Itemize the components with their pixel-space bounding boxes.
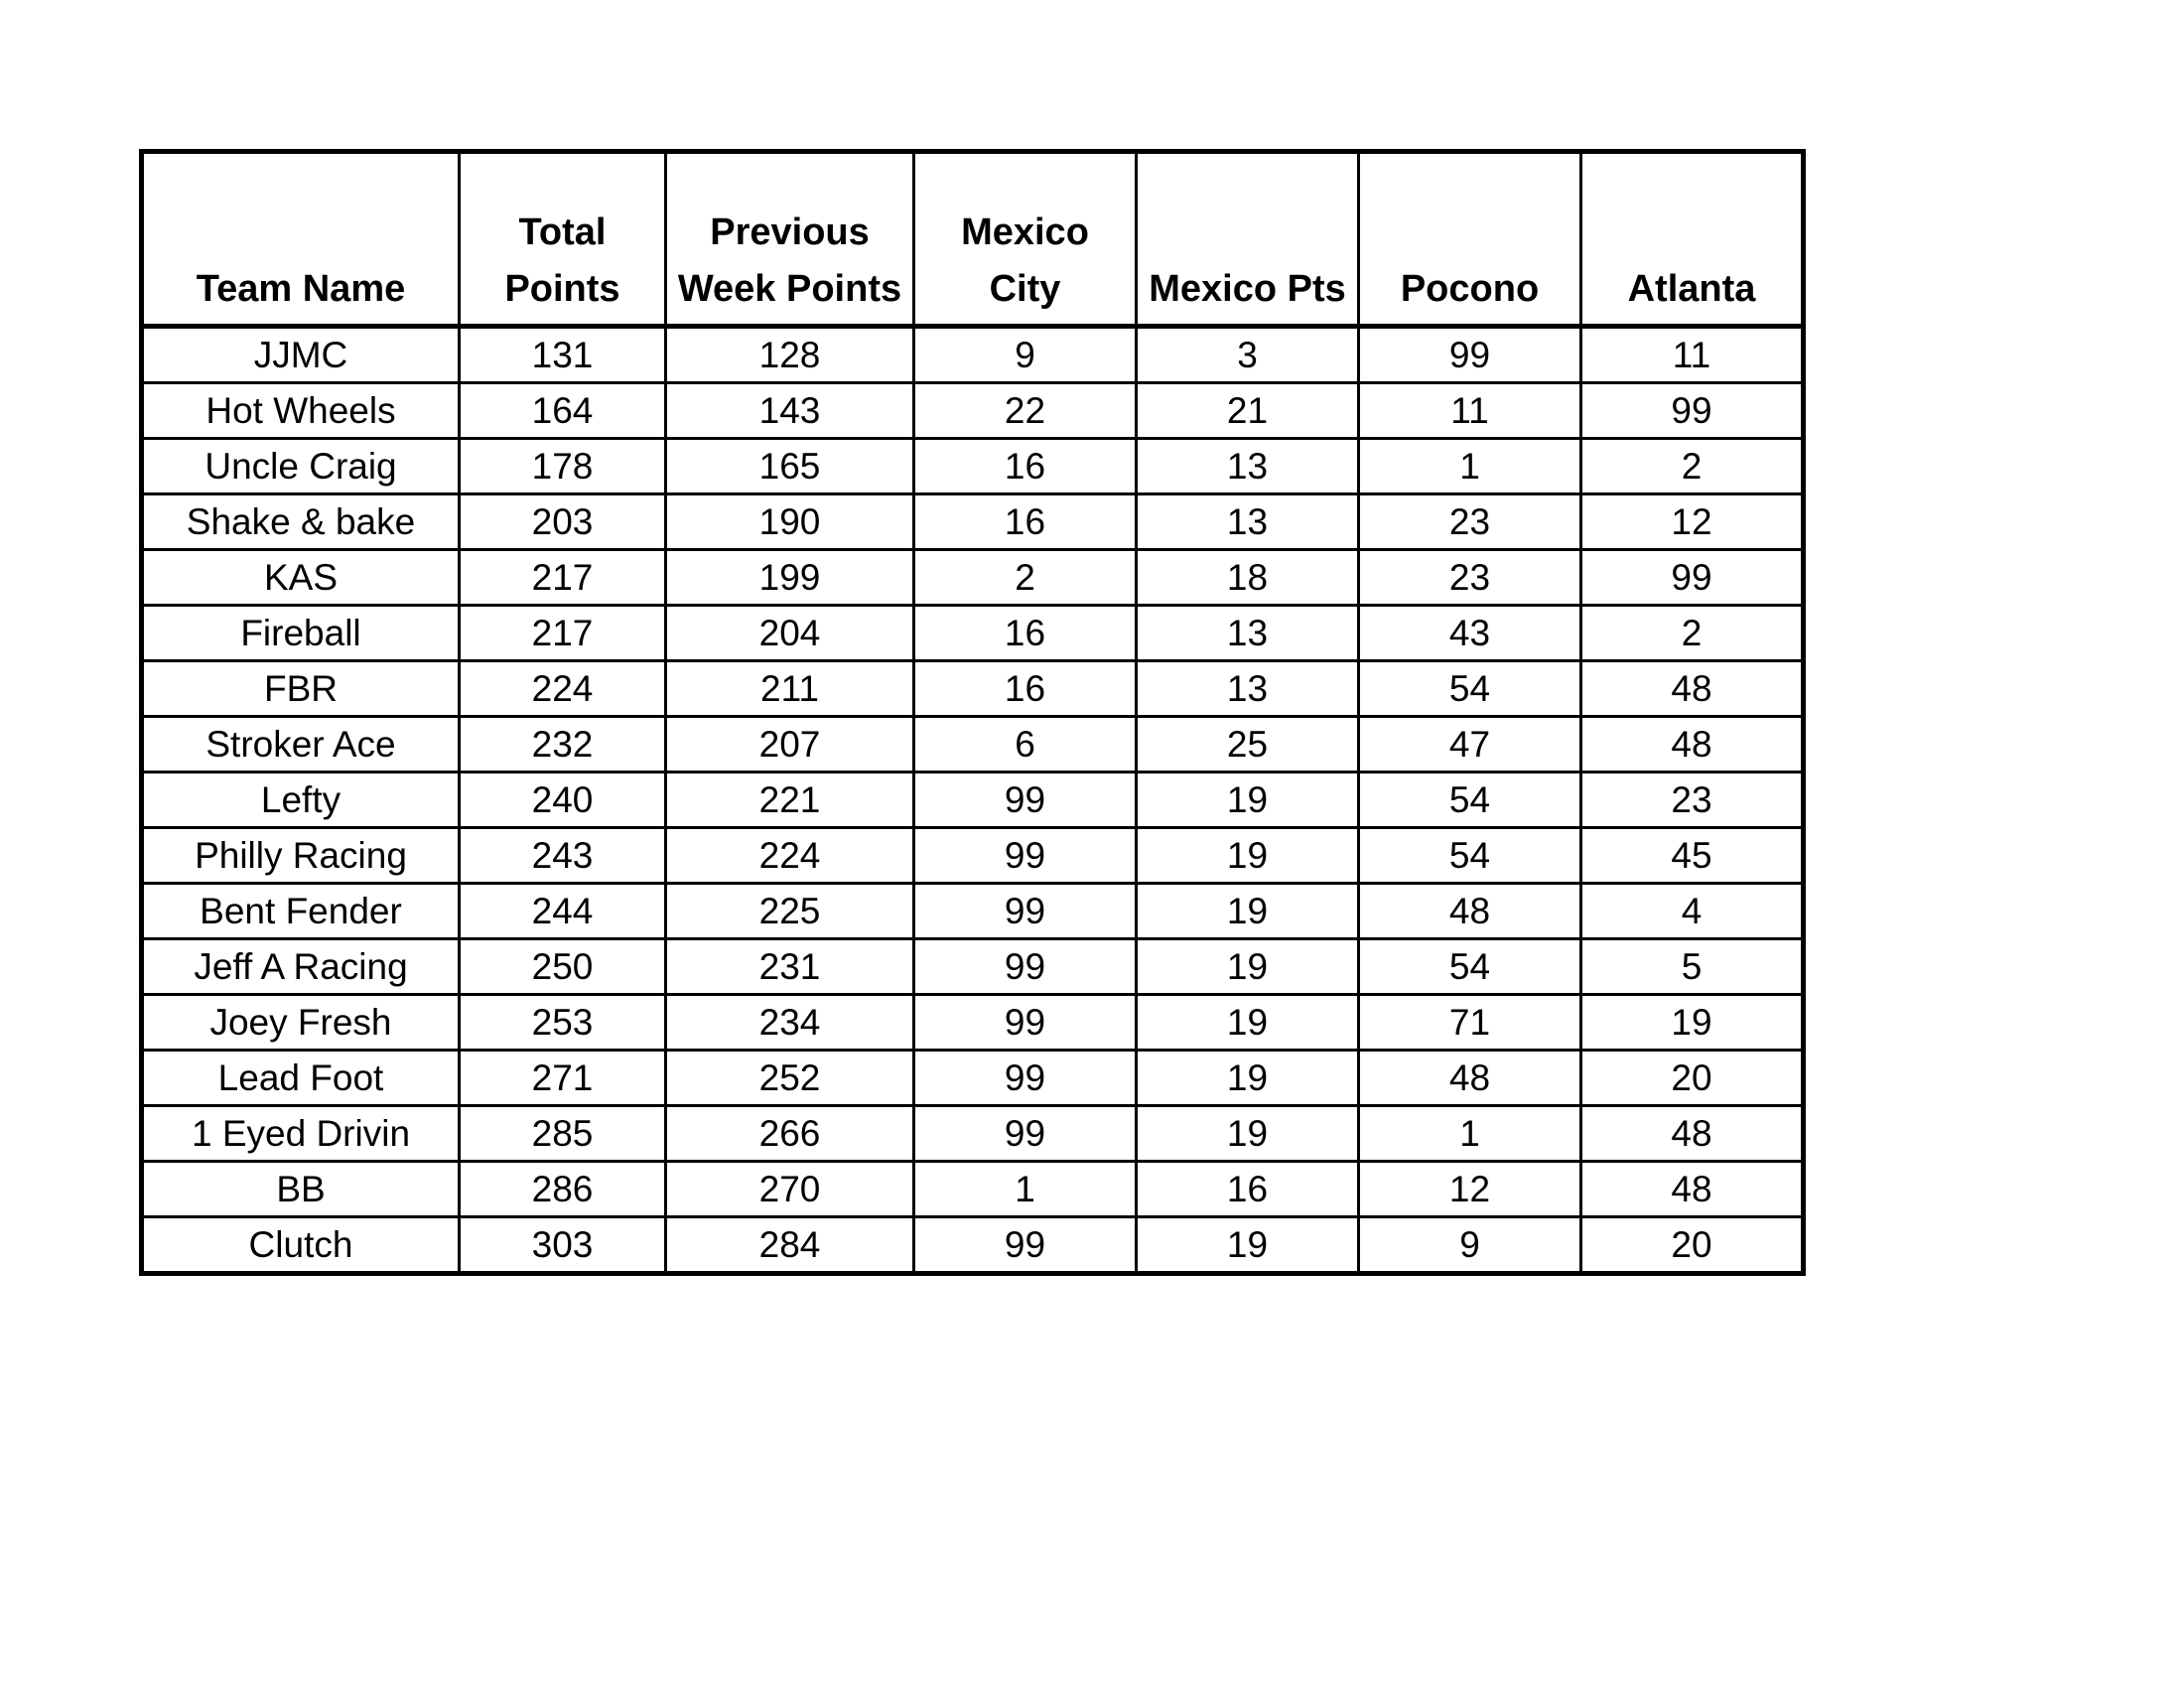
previous-week-points-cell: 284 bbox=[666, 1217, 914, 1274]
pocono-cell: 71 bbox=[1359, 995, 1581, 1051]
table-row bbox=[142, 1106, 1804, 1162]
previous-week-points-cell: 234 bbox=[666, 995, 914, 1051]
previous-week-points-cell: 266 bbox=[666, 1106, 914, 1162]
team-name-cell: Uncle Craig bbox=[142, 439, 460, 494]
total-points-cell: 203 bbox=[460, 494, 666, 550]
atlanta-cell: 23 bbox=[1581, 773, 1804, 828]
atlanta-cell: 11 bbox=[1581, 327, 1804, 383]
team-name-cell: Jeff A Racing bbox=[142, 939, 460, 995]
table-row bbox=[142, 828, 1804, 884]
table-row bbox=[142, 1051, 1804, 1106]
team-name-cell: Philly Racing bbox=[142, 828, 460, 884]
team-name-cell: Fireball bbox=[142, 606, 460, 661]
table-row bbox=[142, 773, 1804, 828]
pocono-cell: 12 bbox=[1359, 1162, 1581, 1217]
mexico-pts-cell: 19 bbox=[1137, 1051, 1359, 1106]
mexico-pts-cell: 13 bbox=[1137, 661, 1359, 717]
pocono-cell: 1 bbox=[1359, 439, 1581, 494]
table-row bbox=[142, 995, 1804, 1051]
pocono-cell: 23 bbox=[1359, 494, 1581, 550]
pocono-cell: 9 bbox=[1359, 1217, 1581, 1274]
previous-week-points-cell: 211 bbox=[666, 661, 914, 717]
column-header-line: Total bbox=[518, 211, 607, 253]
pocono-cell: 11 bbox=[1359, 383, 1581, 439]
total-points-cell: 131 bbox=[460, 327, 666, 383]
previous-week-points-cell: 199 bbox=[666, 550, 914, 606]
column-header-line: Mexico Pts bbox=[1149, 268, 1346, 310]
mexico-pts-cell: 19 bbox=[1137, 884, 1359, 939]
total-points-cell: 232 bbox=[460, 717, 666, 773]
atlanta-cell: 5 bbox=[1581, 939, 1804, 995]
column-header-line: City bbox=[989, 268, 1061, 310]
pocono-cell: 47 bbox=[1359, 717, 1581, 773]
team-name-cell: KAS bbox=[142, 550, 460, 606]
pocono-cell: 1 bbox=[1359, 1106, 1581, 1162]
team-name-cell: BB bbox=[142, 1162, 460, 1217]
total-points-cell: 240 bbox=[460, 773, 666, 828]
atlanta-cell: 2 bbox=[1581, 606, 1804, 661]
mexico-city-cell: 99 bbox=[914, 884, 1137, 939]
column-header-line bbox=[1582, 205, 1801, 261]
atlanta-cell: 4 bbox=[1581, 884, 1804, 939]
pocono-cell: 54 bbox=[1359, 661, 1581, 717]
column-header-line: Week Points bbox=[677, 268, 902, 310]
team-name-cell: Lead Foot bbox=[142, 1051, 460, 1106]
col-header-mexico-city bbox=[914, 152, 1137, 327]
mexico-city-cell: 16 bbox=[914, 606, 1137, 661]
mexico-pts-cell: 25 bbox=[1137, 717, 1359, 773]
mexico-pts-cell: 13 bbox=[1137, 494, 1359, 550]
atlanta-cell: 48 bbox=[1581, 1106, 1804, 1162]
table-row bbox=[142, 550, 1804, 606]
column-header-line: Points bbox=[504, 268, 620, 310]
team-name-cell: Hot Wheels bbox=[142, 383, 460, 439]
mexico-city-cell: 16 bbox=[914, 494, 1137, 550]
mexico-city-cell: 99 bbox=[914, 1051, 1137, 1106]
total-points-cell: 285 bbox=[460, 1106, 666, 1162]
total-points-cell: 217 bbox=[460, 606, 666, 661]
atlanta-cell: 99 bbox=[1581, 383, 1804, 439]
mexico-city-cell: 99 bbox=[914, 1106, 1137, 1162]
table-row bbox=[142, 494, 1804, 550]
table-row bbox=[142, 439, 1804, 494]
column-header-line: Atlanta bbox=[1627, 268, 1756, 310]
team-name-cell: FBR bbox=[142, 661, 460, 717]
mexico-city-cell: 99 bbox=[914, 995, 1137, 1051]
total-points-cell: 244 bbox=[460, 884, 666, 939]
total-points-cell: 253 bbox=[460, 995, 666, 1051]
column-header-line bbox=[1138, 205, 1357, 261]
table-row bbox=[142, 884, 1804, 939]
previous-week-points-cell: 270 bbox=[666, 1162, 914, 1217]
total-points-cell: 224 bbox=[460, 661, 666, 717]
previous-week-points-cell: 225 bbox=[666, 884, 914, 939]
mexico-pts-cell: 19 bbox=[1137, 939, 1359, 995]
col-header-total-points bbox=[460, 152, 666, 327]
column-header-line: Pocono bbox=[1400, 268, 1540, 310]
previous-week-points-cell: 165 bbox=[666, 439, 914, 494]
previous-week-points-cell: 221 bbox=[666, 773, 914, 828]
mexico-pts-cell: 13 bbox=[1137, 606, 1359, 661]
pocono-cell: 43 bbox=[1359, 606, 1581, 661]
mexico-city-cell: 99 bbox=[914, 939, 1137, 995]
atlanta-cell: 48 bbox=[1581, 661, 1804, 717]
total-points-cell: 303 bbox=[460, 1217, 666, 1274]
table-row bbox=[142, 383, 1804, 439]
previous-week-points-cell: 224 bbox=[666, 828, 914, 884]
mexico-pts-cell: 16 bbox=[1137, 1162, 1359, 1217]
team-name-cell: Stroker Ace bbox=[142, 717, 460, 773]
mexico-pts-cell: 19 bbox=[1137, 995, 1359, 1051]
mexico-city-cell: 2 bbox=[914, 550, 1137, 606]
table-row bbox=[142, 717, 1804, 773]
atlanta-cell: 12 bbox=[1581, 494, 1804, 550]
col-header-mexico-pts bbox=[1137, 152, 1359, 327]
previous-week-points-cell: 128 bbox=[666, 327, 914, 383]
previous-week-points-cell: 207 bbox=[666, 717, 914, 773]
total-points-cell: 243 bbox=[460, 828, 666, 884]
table-header bbox=[142, 152, 1804, 327]
previous-week-points-cell: 252 bbox=[666, 1051, 914, 1106]
previous-week-points-cell: 204 bbox=[666, 606, 914, 661]
total-points-cell: 250 bbox=[460, 939, 666, 995]
pocono-cell: 54 bbox=[1359, 939, 1581, 995]
mexico-city-cell: 16 bbox=[914, 439, 1137, 494]
team-name-cell: Lefty bbox=[142, 773, 460, 828]
team-name-cell: Shake & bake bbox=[142, 494, 460, 550]
pocono-cell: 54 bbox=[1359, 828, 1581, 884]
previous-week-points-cell: 231 bbox=[666, 939, 914, 995]
atlanta-cell: 20 bbox=[1581, 1051, 1804, 1106]
table-row bbox=[142, 939, 1804, 995]
mexico-pts-cell: 19 bbox=[1137, 773, 1359, 828]
col-header-pocono bbox=[1359, 152, 1581, 327]
pocono-cell: 54 bbox=[1359, 773, 1581, 828]
mexico-city-cell: 22 bbox=[914, 383, 1137, 439]
table-body bbox=[142, 327, 1804, 1274]
mexico-pts-cell: 18 bbox=[1137, 550, 1359, 606]
mexico-pts-cell: 21 bbox=[1137, 383, 1359, 439]
team-name-cell: 1 Eyed Drivin bbox=[142, 1106, 460, 1162]
pocono-cell: 23 bbox=[1359, 550, 1581, 606]
atlanta-cell: 45 bbox=[1581, 828, 1804, 884]
team-name-cell: Clutch bbox=[142, 1217, 460, 1274]
mexico-pts-cell: 19 bbox=[1137, 828, 1359, 884]
mexico-city-cell: 9 bbox=[914, 327, 1137, 383]
table-row bbox=[142, 327, 1804, 383]
team-name-cell: Bent Fender bbox=[142, 884, 460, 939]
mexico-city-cell: 99 bbox=[914, 1217, 1137, 1274]
total-points-cell: 217 bbox=[460, 550, 666, 606]
total-points-cell: 178 bbox=[460, 439, 666, 494]
column-header-line bbox=[1360, 205, 1579, 261]
mexico-city-cell: 99 bbox=[914, 773, 1137, 828]
header-row bbox=[142, 152, 1804, 327]
mexico-pts-cell: 19 bbox=[1137, 1106, 1359, 1162]
table-row bbox=[142, 606, 1804, 661]
column-header-line: Previous bbox=[710, 211, 870, 253]
col-header-atlanta bbox=[1581, 152, 1804, 327]
pocono-cell: 48 bbox=[1359, 1051, 1581, 1106]
standings-table bbox=[139, 149, 1806, 1276]
table-row bbox=[142, 1217, 1804, 1274]
col-header-previous-week-points bbox=[666, 152, 914, 327]
atlanta-cell: 20 bbox=[1581, 1217, 1804, 1274]
pocono-cell: 48 bbox=[1359, 884, 1581, 939]
mexico-city-cell: 6 bbox=[914, 717, 1137, 773]
mexico-city-cell: 1 bbox=[914, 1162, 1137, 1217]
atlanta-cell: 2 bbox=[1581, 439, 1804, 494]
mexico-pts-cell: 13 bbox=[1137, 439, 1359, 494]
total-points-cell: 286 bbox=[460, 1162, 666, 1217]
column-header-line bbox=[144, 205, 458, 261]
table-row bbox=[142, 1162, 1804, 1217]
previous-week-points-cell: 143 bbox=[666, 383, 914, 439]
column-header-line: Team Name bbox=[196, 268, 406, 310]
col-header-team-name bbox=[142, 152, 460, 327]
mexico-city-cell: 16 bbox=[914, 661, 1137, 717]
atlanta-cell: 48 bbox=[1581, 717, 1804, 773]
pocono-cell: 99 bbox=[1359, 327, 1581, 383]
mexico-pts-cell: 3 bbox=[1137, 327, 1359, 383]
total-points-cell: 271 bbox=[460, 1051, 666, 1106]
team-name-cell: Joey Fresh bbox=[142, 995, 460, 1051]
total-points-cell: 164 bbox=[460, 383, 666, 439]
previous-week-points-cell: 190 bbox=[666, 494, 914, 550]
table-row bbox=[142, 661, 1804, 717]
atlanta-cell: 99 bbox=[1581, 550, 1804, 606]
team-name-cell: JJMC bbox=[142, 327, 460, 383]
mexico-city-cell: 99 bbox=[914, 828, 1137, 884]
column-header-line: Mexico bbox=[961, 211, 1089, 253]
atlanta-cell: 48 bbox=[1581, 1162, 1804, 1217]
mexico-pts-cell: 19 bbox=[1137, 1217, 1359, 1274]
atlanta-cell: 19 bbox=[1581, 995, 1804, 1051]
